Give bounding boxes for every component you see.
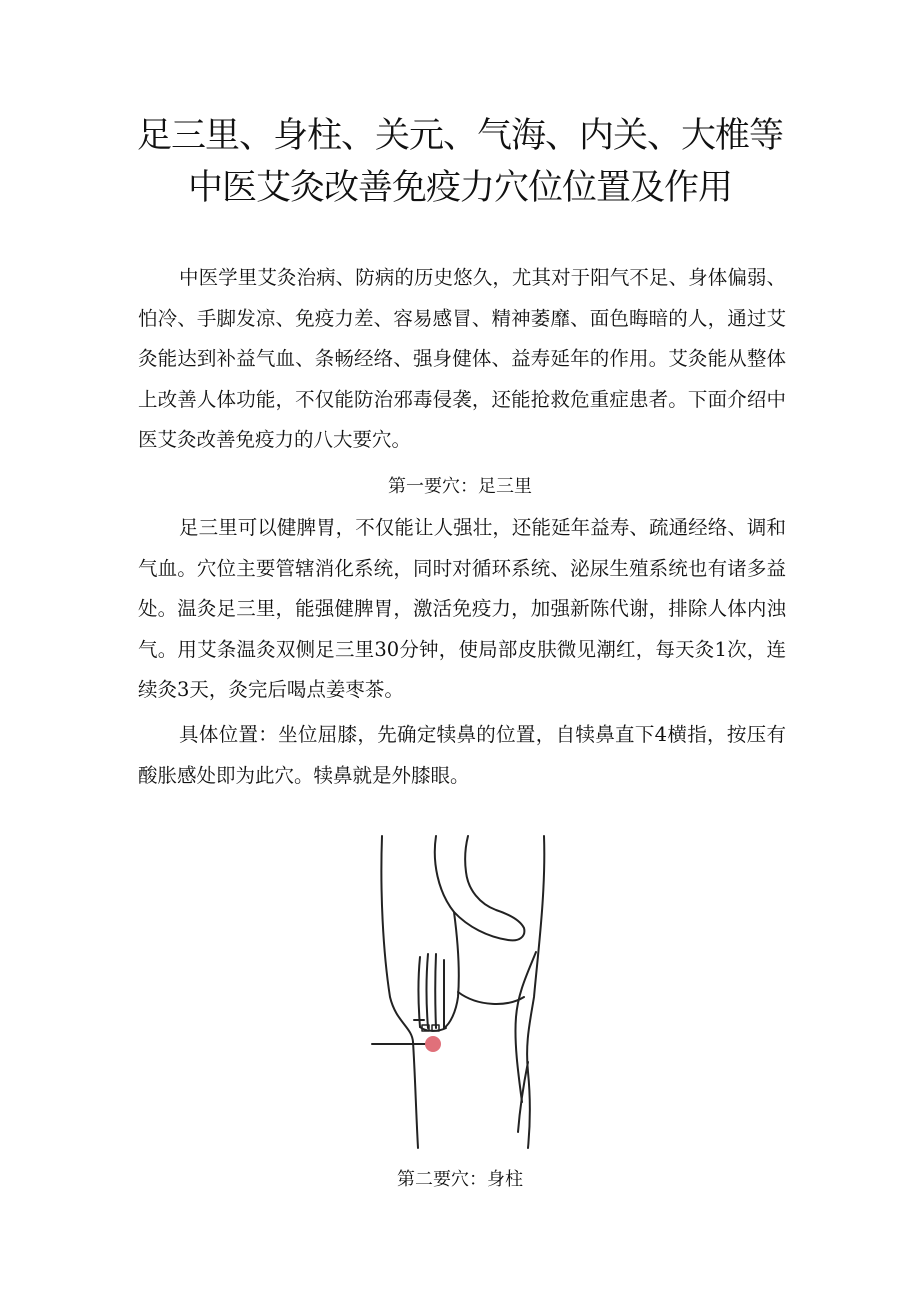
knee-acupoint-illustration: [368, 832, 558, 1150]
document-title-line-1: 足三里、身柱、关元、气海、内关、大椎等: [136, 116, 783, 156]
section-heading-zusanli: 第一要穴：足三里: [388, 476, 532, 497]
document-title-line-2: 中医艾灸改善免疫力穴位位置及作用: [187, 168, 732, 208]
intro-paragraph: 中医学里艾灸治病、防病的历史悠久，尤其对于阳气不足、身体偏弱、怕冷、手脚发凉、免疫力差、容易感冒、精神萎靡、面色晦暗的人，通过艾灸能达到补益气血、条畅经络、强身健体、益寿延年的作用。艾灸能从整体上改善人体功能，不仅能防治邪毒侵袭，还能抢救危重症患者。下面介绍中医艾灸改善免疫力的八大要穴。: [138, 266, 786, 451]
zusanli-description: 足三里可以健脾胃，不仅能让人强壮，还能延年益寿、疏通经络、调和气血。穴位主要管辖消化系统，同时对循环系统、泌尿生殖系统也有诸多益处。温灸足三里，能强健脾胃，激活免疫力，加强新陈代谢，排除人体内浊气。用艾条温灸双侧足三里30分钟，使局部皮肤微见潮红，每天灸1次，连续灸3天，灸完后喝点姜枣茶。: [138, 516, 786, 701]
section-heading-shenzhu: 第二要穴：身柱: [397, 1169, 523, 1190]
zusanli-location: 具体位置：坐位屈膝，先确定犊鼻的位置，自犊鼻直下4横指，按压有酸胀感处即为此穴。犊鼻就是外膝眼。: [138, 723, 786, 787]
